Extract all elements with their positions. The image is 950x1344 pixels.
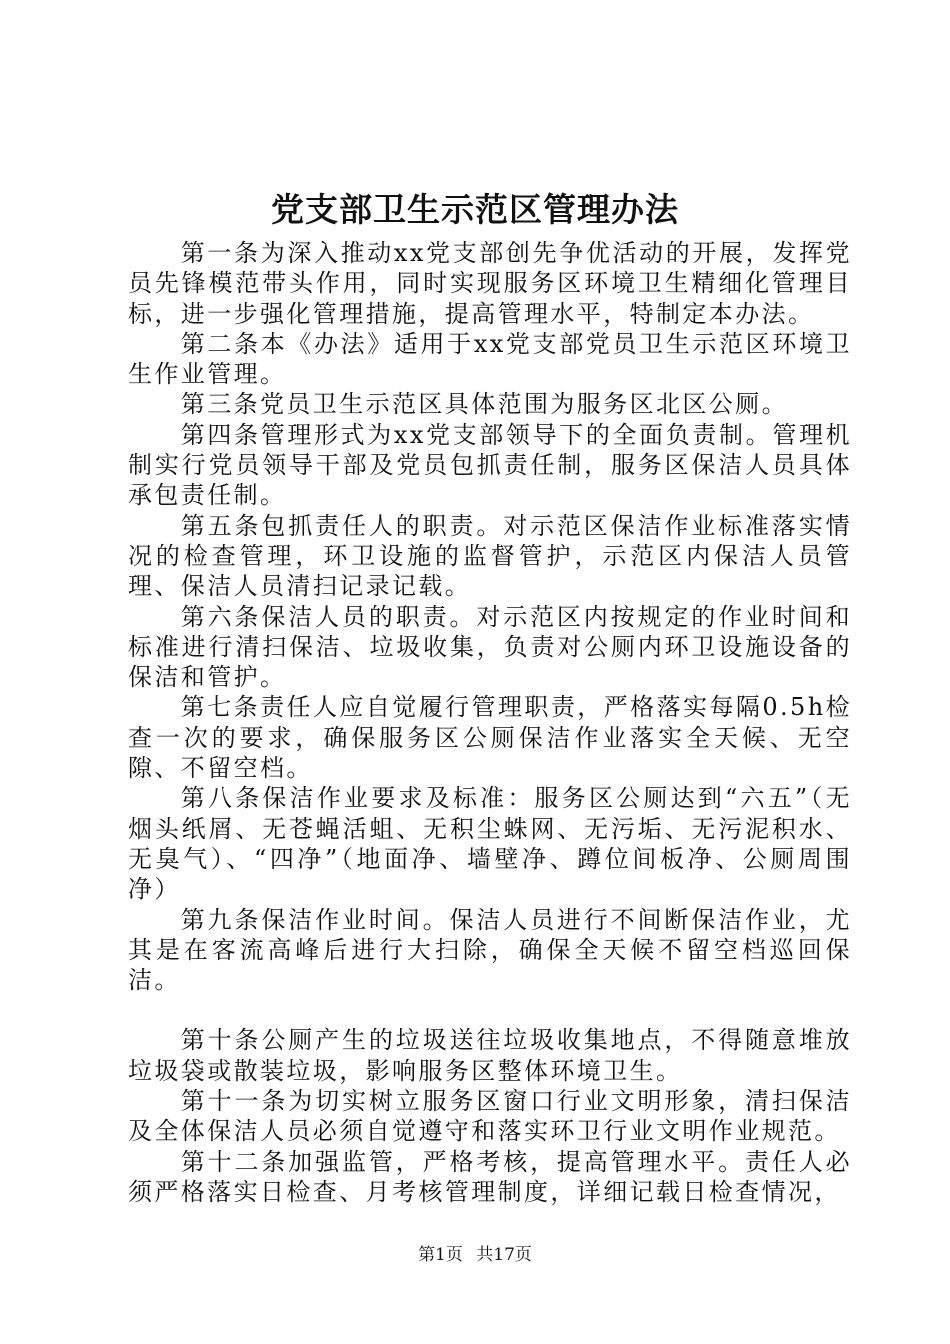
article-1: 第一条为深入推动xx党支部创先争优活动的开展，发挥党员先锋模范带头作用，同时实现服务区环境卫生精细化管理目标，进一步强化管理措施，提高管理水平，特制定本办法。	[128, 239, 852, 328]
article-10: 第十条公厕产生的垃圾送往垃圾收集地点，不得随意堆放垃圾袋或散装垃圾，影响服务区整体环境卫生。	[128, 1026, 852, 1085]
page-footer	[0, 1243, 950, 1267]
article-9: 第九条保洁作业时间。保洁人员进行不间断保洁作业，尤其是在客流高峰后进行大扫除，确保全天候不留空档巡回保洁。	[128, 905, 852, 995]
document-body	[128, 238, 852, 1207]
article-6: 第六条保洁人员的职责。对示范区内按规定的作业时间和标准进行清扫保洁、垃圾收集，负责对公厕内环卫设施设备的保洁和管护。	[128, 602, 852, 692]
article-8: 第八条保洁作业要求及标准：服务区公厕达到“六五”（无烟头纸屑、无苍蝇活蛆、无积尘蛛网、无污垢、无污泥积水、无臭气）、“四净”（地面净、墙壁净、蹲位间板净、公厕周围净）	[128, 784, 852, 904]
page-number: 第1页	[418, 1245, 463, 1265]
article-12: 第十二条加强监管，严格考核，提高管理水平。责任人必须严格落实日检查、月考核管理制度，详细记载日检查情况，	[128, 1147, 852, 1206]
page-total: 共17页	[476, 1245, 532, 1265]
article-7: 第七条责任人应自觉履行管理职责，严格落实每隔0.5h检查一次的要求，确保服务区公厕保洁作业落实全天候、无空隙、不留空档。	[128, 693, 852, 783]
article-11: 第十一条为切实树立服务区窗口行业文明形象，清扫保洁及全体保洁人员必须自觉遵守和落实环卫行业文明作业规范。	[128, 1087, 852, 1146]
article-3: 第三条党员卫生示范区具体范围为服务区北区公厕。	[180, 390, 788, 419]
article-4: 第四条管理形式为xx党支部领导下的全面负责制。管理机制实行党员领导干部及党员包抓责任制，服务区保洁人员具体承包责任制。	[128, 420, 852, 510]
article-5: 第五条包抓责任人的职责。对示范区保洁作业标准落实情况的检查管理，环卫设施的监督管护，示范区内保洁人员管理、保洁人员清扫记录记载。	[128, 511, 852, 601]
article-2: 第二条本《办法》适用于xx党支部党员卫生示范区环境卫生作业管理。	[128, 329, 852, 389]
document-title: 党支部卫生示范区管理办法	[271, 190, 679, 229]
